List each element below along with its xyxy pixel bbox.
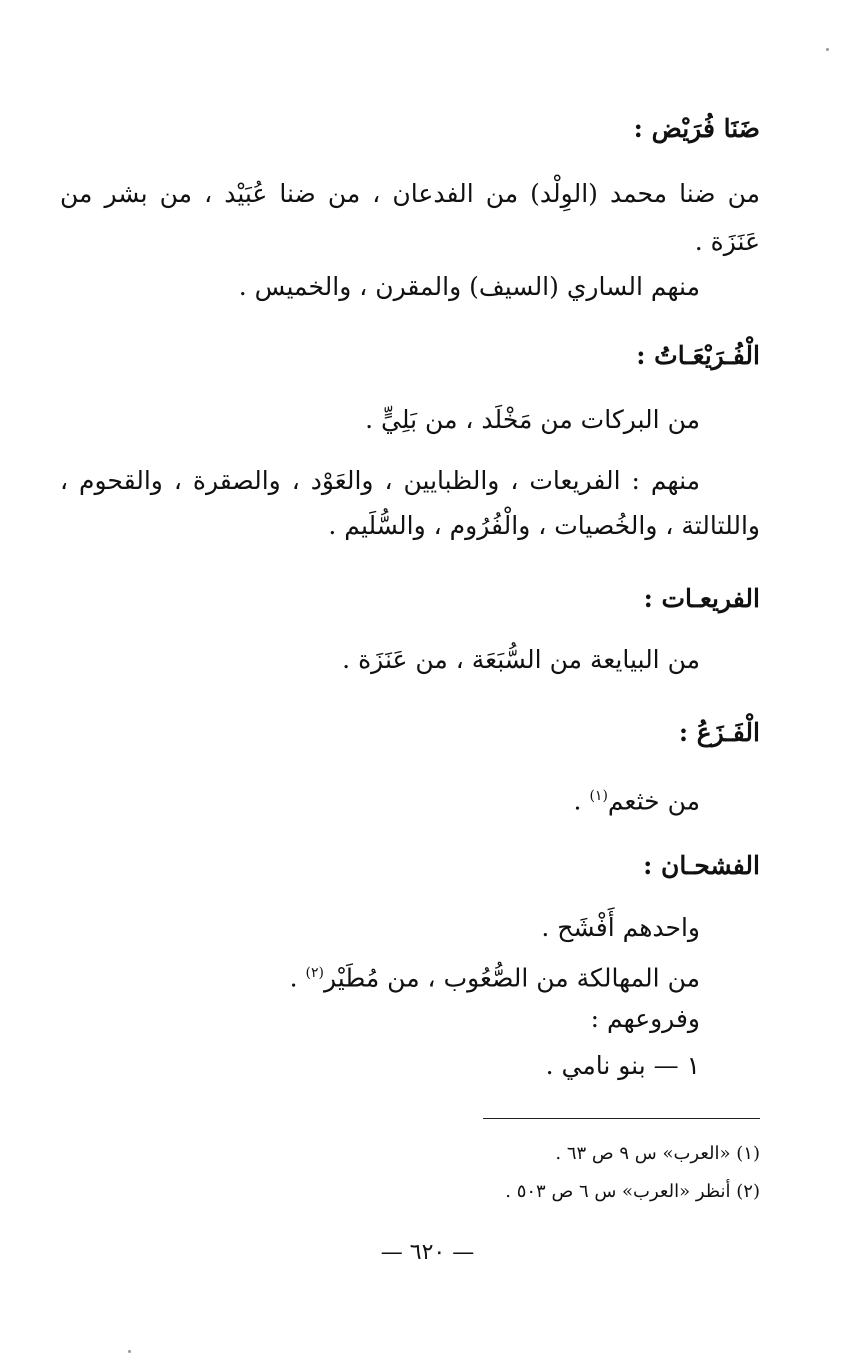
footnote-separator	[483, 1118, 760, 1119]
entry-text: .	[573, 786, 582, 816]
entry-text-line	[290, 957, 700, 994]
footnote: (١) «العرب» س ٩ ص ٦٣ .	[555, 1143, 760, 1164]
entry-heading: الْفُـرَيْعَـاتُ :	[636, 341, 760, 370]
entry-text-line	[574, 780, 700, 817]
entry-text-line: واللتالتة ، والخُصيات ، والْفُرُوم ، والسُّلَيم .	[328, 511, 760, 540]
entry-heading: الفريعـات :	[643, 584, 760, 613]
entry-text-line: واحدهم أَفْشَح .	[541, 913, 700, 942]
entry-text-line: وفروعهم :	[590, 1004, 700, 1033]
entry-text: من المهالكة من الصُّعُوب ، من مُطَيْر	[324, 963, 700, 993]
footnote: (٢) أنظر «العرب» س ٦ ص ٥٠٣ .	[505, 1181, 760, 1202]
entry-text-line: من البركات من مَخْلَد ، من بَلِيٍّ .	[365, 405, 700, 434]
scan-speck	[826, 48, 829, 51]
entry-text-line: منهم : الفريعات ، والظبايين ، والعَوْد ، والصقرة ، والقحوم ،	[60, 466, 700, 495]
entry-heading: ضَنَا فُرَيْض :	[633, 114, 760, 143]
scan-speck	[128, 1350, 131, 1353]
entry-text-line: من البيايعة من السُّبَعَة ، من عَنَزَة .	[342, 645, 700, 674]
entry-text-line: عَنَزَة .	[694, 227, 760, 256]
footnote-ref: (٢)	[305, 965, 324, 981]
entry-heading: الْفَـزَعُ :	[678, 718, 760, 747]
entry-text-line: ١ — بنو نامي .	[545, 1051, 700, 1080]
entry-heading: الفشحـان :	[643, 851, 760, 880]
entry-text-line: من ضنا محمد (الوِلْد) من الفدعان ، من ضنا عُبَيْد ، من بشر من	[60, 179, 760, 208]
entry-text: .	[289, 963, 298, 993]
entry-text-line: منهم الساري (السيف) والمقرن ، والخميس .	[238, 272, 700, 301]
entry-text: من خثعم	[607, 786, 700, 816]
page-number: — ٦٢٠ —	[380, 1240, 475, 1265]
footnote-ref: (١)	[589, 788, 608, 804]
